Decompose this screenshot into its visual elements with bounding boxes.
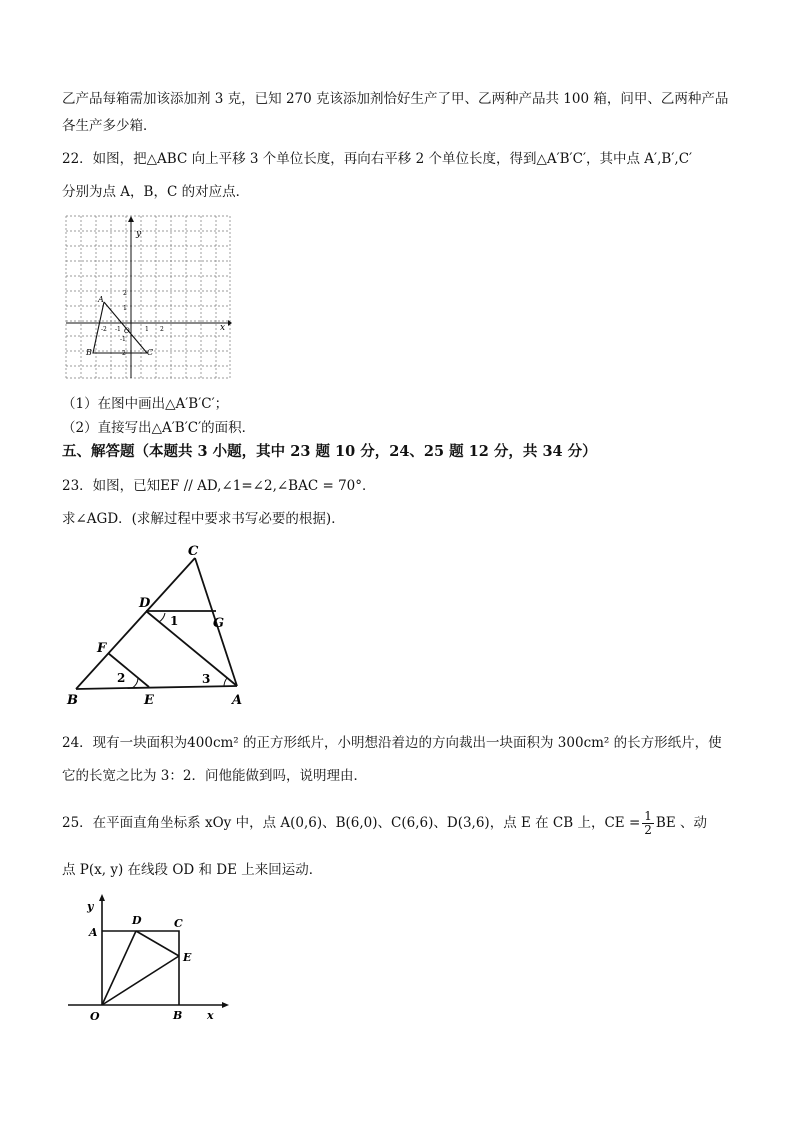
fig25-point-e: E bbox=[183, 951, 192, 964]
text-line-1: 乙产品每箱需加该添加剂 3 克，已知 270 克该添加剂恰好生产了甲、乙两种产品共 100 箱，问甲、乙两种产品 bbox=[62, 91, 729, 107]
fig22-y-label: y bbox=[136, 229, 142, 239]
q23-triangle-figure bbox=[62, 543, 262, 708]
q25-line-2: 点 P(x, y) 在线段 OD 和 DE 上来回运动． bbox=[62, 862, 323, 878]
q25-line-1 bbox=[62, 810, 707, 837]
fig23-point-e: E bbox=[144, 693, 154, 708]
fig23-angle-1: 1 bbox=[170, 614, 179, 628]
fig23-angle-2: 2 bbox=[117, 671, 126, 685]
fig22-x-label: x bbox=[220, 323, 226, 333]
q22-line-2: 分别为点 A，B，C 的对应点． bbox=[62, 184, 250, 200]
q22-part-1: （1）在图中画出△A′B′C′； bbox=[62, 396, 229, 412]
q22-grid-figure bbox=[64, 214, 232, 380]
q25-line-1-tail: BE 、动 bbox=[655, 815, 707, 831]
fig23-point-a: A bbox=[232, 693, 243, 708]
fig22-tick-1: 1 bbox=[145, 326, 149, 333]
fig22-origin-label: O bbox=[124, 327, 130, 335]
q22-part-2: （2）直接写出△A′B′C′的面积． bbox=[62, 420, 256, 436]
fig23-point-c: C bbox=[188, 544, 199, 559]
fig25-point-c: C bbox=[174, 917, 183, 930]
q25-square-figure bbox=[62, 893, 232, 1033]
section-5-heading: 五、解答题（本题共 3 小题，其中 23 题 10 分，24、25 题 12 分，共 34 分） bbox=[62, 443, 597, 460]
fig25-y-label: y bbox=[87, 900, 94, 913]
fig22-ytick-neg2: -2 bbox=[120, 350, 126, 357]
fig23-point-g: G bbox=[213, 616, 225, 631]
fig23-point-b: B bbox=[67, 693, 78, 708]
fig23-point-f: F bbox=[97, 641, 107, 656]
fig25-x-label: x bbox=[207, 1009, 214, 1022]
text-line-2: 各生产多少箱． bbox=[62, 118, 157, 134]
fraction-one-half: $\frac{1}{2}$ bbox=[644, 809, 652, 837]
fig22-ytick-2: 2 bbox=[123, 290, 127, 297]
fig22-ytick-1: 1 bbox=[123, 305, 127, 312]
q24-line-1: 24．现有一块面积为400cm² 的正方形纸片，小明想沿着边的方向裁出一块面积为 300cm² 的长方形纸片，使 bbox=[62, 735, 722, 751]
fig25-point-d: D bbox=[132, 914, 142, 927]
fig22-ytick-neg1: -1 bbox=[120, 336, 126, 343]
fig22-tick-neg1: -1 bbox=[115, 326, 121, 333]
q23-line-2: 求∠AGD．(求解过程中要求书写必要的根据)． bbox=[62, 511, 345, 527]
fig22-point-c-label: C bbox=[147, 348, 154, 357]
q22-line-1: 22．如图，把△ABC 向上平移 3 个单位长度，再向右平移 2 个单位长度，得到△A′B′C′，其中点 A′,B′,C′ bbox=[62, 151, 693, 167]
fig25-point-a: A bbox=[89, 926, 98, 939]
fig22-tick-2: 2 bbox=[160, 326, 164, 333]
fig23-angle-3: 3 bbox=[202, 672, 211, 686]
q23-line-1: 23．如图，已知EF // AD,∠1=∠2,∠BAC = 70°． bbox=[62, 478, 376, 494]
fig25-point-b: B bbox=[173, 1009, 183, 1022]
fig22-tick-neg2: -2 bbox=[101, 326, 107, 333]
fig22-point-a-label: A bbox=[98, 295, 104, 304]
fig23-point-d: D bbox=[139, 596, 151, 611]
fig25-point-o: O bbox=[90, 1010, 100, 1023]
q25-line-1-text: 25．在平面直角坐标系 xOy 中，点 A(0,6)、B(6,0)、C(6,6)、D(3,6)，点 E 在 CB 上，CE = bbox=[62, 815, 641, 831]
q24-line-2: 它的长宽之比为 3：2．问他能做到吗，说明理由． bbox=[62, 768, 367, 784]
fig22-point-b-label: B bbox=[86, 348, 92, 357]
